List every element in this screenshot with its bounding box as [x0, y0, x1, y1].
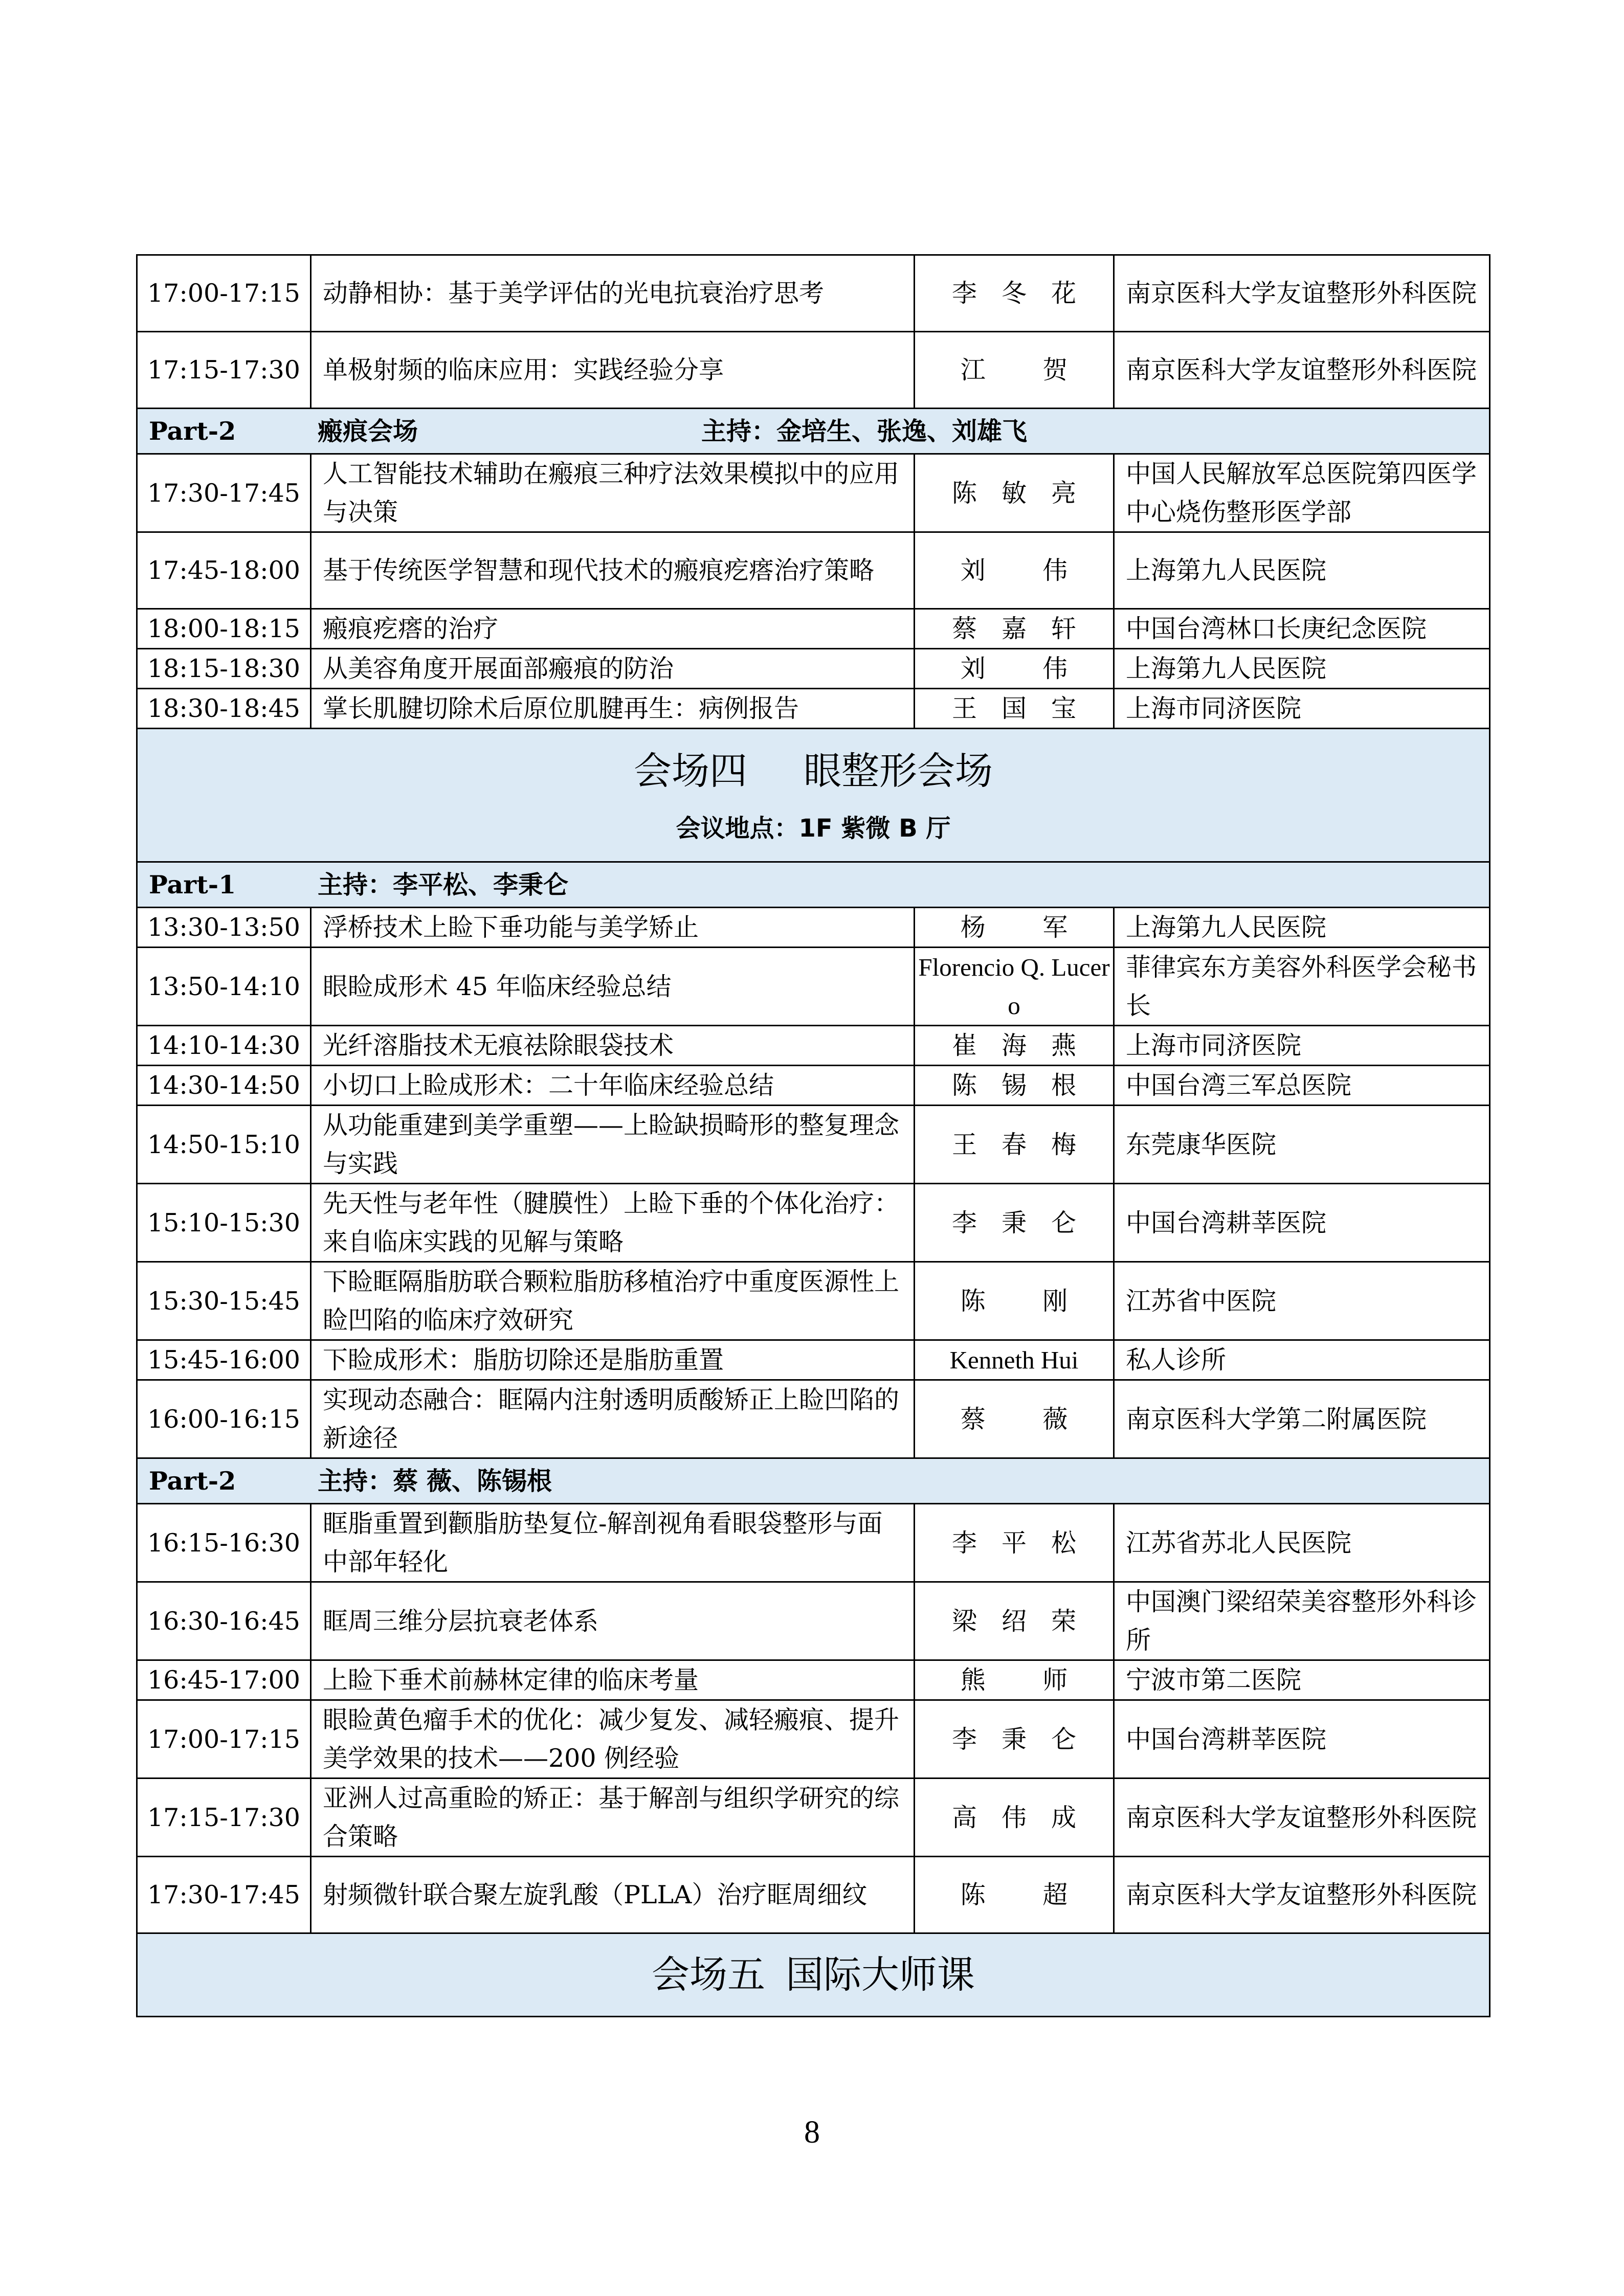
table-row [137, 255, 1490, 332]
session-topic: 人工智能技术辅助在瘢痕三种疗法效果模拟中的应用与决策 [311, 454, 915, 532]
session-org: 宁波市第二医院 [1114, 1660, 1490, 1700]
session-time: 13:30-13:50 [137, 908, 311, 948]
session-topic: 小切口上睑成形术：二十年临床经验总结 [311, 1066, 915, 1106]
table-row [137, 1184, 1490, 1262]
schedule-table [136, 254, 1490, 2017]
speaker-name: 王春梅 [951, 1130, 1101, 1159]
speaker-name: 崔海燕 [951, 1031, 1101, 1060]
session-topic: 眼睑成形术 45 年临床经验总结 [311, 948, 915, 1026]
session-speaker [915, 1582, 1114, 1660]
session-speaker: Florencio Q. Lucero [915, 948, 1114, 1026]
table-row [137, 1582, 1490, 1660]
session-topic: 眶周三维分层抗衰老体系 [311, 1582, 915, 1660]
speaker-name: 熊 师 [960, 1665, 1093, 1695]
venue-header [137, 1933, 1490, 2017]
session-topic: 实现动态融合：眶隔内注射透明质酸矫正上睑凹陷的新途径 [311, 1380, 915, 1458]
table-row [137, 908, 1490, 948]
venue-title-number: 会场四 [634, 749, 747, 793]
venue-title-number: 会场五 [652, 1953, 765, 1997]
table-row [137, 948, 1490, 1026]
session-time: 13:50-14:10 [137, 948, 311, 1026]
venue-title [149, 1934, 1478, 2016]
session-speaker [915, 1700, 1114, 1779]
session-org: 江苏省苏北人民医院 [1114, 1504, 1490, 1582]
session-speaker [915, 1184, 1114, 1262]
session-time: 17:15-17:30 [137, 1779, 311, 1857]
part-label: Part-1 [149, 869, 236, 899]
session-topic: 眼睑黄色瘤手术的优化：减少复发、减轻瘢痕、提升美学效果的技术——200 例经验 [311, 1700, 915, 1779]
part-header [137, 409, 1490, 454]
session-org: 南京医科大学第二附属医院 [1114, 1380, 1490, 1458]
table-row [137, 454, 1490, 532]
session-topic: 下睑成形术：脂肪切除还是脂肪重置 [311, 1340, 915, 1380]
session-topic: 从功能重建到美学重塑——上睑缺损畸形的整复理念与实践 [311, 1106, 915, 1184]
session-org: 中国台湾耕莘医院 [1114, 1700, 1490, 1779]
table-row [137, 1504, 1490, 1582]
speaker-name: 江 贺 [960, 355, 1093, 385]
part-chair: 主持：李平松、李秉仑 [318, 869, 569, 899]
session-topic: 浮桥技术上睑下垂功能与美学矫止 [311, 908, 915, 948]
table-row [137, 332, 1490, 409]
venue-location: 会议地点：1F 紫微 B 厅 [676, 814, 951, 843]
part-chair: 主持：蔡 薇、陈锡根 [318, 1466, 552, 1496]
table-row [137, 1779, 1490, 1857]
session-speaker [915, 255, 1114, 332]
session-time: 14:10-14:30 [137, 1026, 311, 1066]
session-speaker [915, 649, 1114, 689]
session-org: 上海市同济医院 [1114, 1026, 1490, 1066]
session-speaker [915, 908, 1114, 948]
table-row [137, 1660, 1490, 1700]
session-org: 江苏省中医院 [1114, 1262, 1490, 1340]
venue-header-row [137, 729, 1490, 862]
session-topic: 射频微针联合聚左旋乳酸（PLLA）治疗眶周细纹 [311, 1857, 915, 1933]
speaker-name: 李秉仑 [951, 1208, 1101, 1237]
session-org: 南京医科大学友谊整形外科医院 [1114, 332, 1490, 409]
table-row [137, 649, 1490, 689]
venue-header-row [137, 1933, 1490, 2017]
session-time: 17:30-17:45 [137, 454, 311, 532]
session-time: 15:10-15:30 [137, 1184, 311, 1262]
venue-title [149, 729, 1478, 813]
session-org: 菲律宾东方美容外科医学会秘书长 [1114, 948, 1490, 1026]
speaker-name: 梁绍荣 [951, 1606, 1101, 1636]
part-header-row [137, 409, 1490, 454]
session-time: 18:00-18:15 [137, 609, 311, 649]
session-org: 中国台湾林口长庚纪念医院 [1114, 609, 1490, 649]
session-org: 上海第九人民医院 [1114, 532, 1490, 609]
session-speaker [915, 1262, 1114, 1340]
venue-title-name: 国际大师课 [786, 1953, 975, 1997]
session-time: 18:15-18:30 [137, 649, 311, 689]
page-number: 8 [804, 2115, 820, 2150]
part-label: Part-2 [149, 416, 236, 446]
session-org: 中国人民解放军总医院第四医学中心烧伤整形医学部 [1114, 454, 1490, 532]
speaker-name: 王国宝 [951, 694, 1101, 723]
table-row [137, 689, 1490, 729]
session-speaker [915, 454, 1114, 532]
session-topic: 先天性与老年性（腱膜性）上睑下垂的个体化治疗：来自临床实践的见解与策略 [311, 1184, 915, 1262]
table-row [137, 1066, 1490, 1106]
session-org: 上海第九人民医院 [1114, 649, 1490, 689]
session-time: 15:45-16:00 [137, 1340, 311, 1380]
part-header-row [137, 1458, 1490, 1504]
session-time: 17:15-17:30 [137, 332, 311, 409]
speaker-name: 李秉仑 [951, 1724, 1101, 1754]
session-time: 16:15-16:30 [137, 1504, 311, 1582]
speaker-name: 李平松 [951, 1528, 1101, 1558]
session-time: 17:30-17:45 [137, 1857, 311, 1933]
session-speaker [915, 609, 1114, 649]
session-topic: 掌长肌腱切除术后原位肌腱再生：病例报告 [311, 689, 915, 729]
session-topic: 光纤溶脂技术无痕祛除眼袋技术 [311, 1026, 915, 1066]
part-chair: 主持：金培生、张逸、刘雄飞 [701, 416, 1028, 446]
part-header-row [137, 862, 1490, 908]
part-label: Part-2 [149, 1466, 236, 1496]
session-org: 上海第九人民医院 [1114, 908, 1490, 948]
session-topic: 亚洲人过高重睑的矫正：基于解剖与组织学研究的综合策略 [311, 1779, 915, 1857]
session-org: 南京医科大学友谊整形外科医院 [1114, 1779, 1490, 1857]
schedule-body [137, 255, 1490, 2017]
table-row [137, 1340, 1490, 1380]
session-time: 17:45-18:00 [137, 532, 311, 609]
session-time: 17:00-17:15 [137, 255, 311, 332]
speaker-name: 杨 军 [960, 913, 1093, 942]
session-time: 14:30-14:50 [137, 1066, 311, 1106]
table-row [137, 1026, 1490, 1066]
session-topic: 基于传统医学智慧和现代技术的瘢痕疙瘩治疗策略 [311, 532, 915, 609]
session-speaker [915, 1504, 1114, 1582]
table-row [137, 1262, 1490, 1340]
session-time: 16:30-16:45 [137, 1582, 311, 1660]
table-row [137, 1380, 1490, 1458]
session-topic: 眶脂重置到颧脂肪垫复位-解剖视角看眼袋整形与面中部年轻化 [311, 1504, 915, 1582]
session-speaker [915, 1857, 1114, 1933]
table-row [137, 1857, 1490, 1933]
session-speaker: Kenneth Hui [915, 1340, 1114, 1380]
session-time: 17:00-17:15 [137, 1700, 311, 1779]
session-topic: 从美容角度开展面部瘢痕的防治 [311, 649, 915, 689]
table-row [137, 1700, 1490, 1779]
session-speaker [915, 1066, 1114, 1106]
speaker-name: 高伟成 [951, 1803, 1101, 1832]
part-venue: 瘢痕会场 [318, 416, 418, 446]
session-speaker [915, 689, 1114, 729]
speaker-name: 李冬花 [951, 279, 1101, 308]
table-row [137, 532, 1490, 609]
session-org: 私人诊所 [1114, 1340, 1490, 1380]
session-speaker [915, 1779, 1114, 1857]
session-time: 16:45-17:00 [137, 1660, 311, 1700]
session-org: 南京医科大学友谊整形外科医院 [1114, 1857, 1490, 1933]
speaker-name: 蔡 薇 [960, 1404, 1093, 1434]
session-speaker [915, 1380, 1114, 1458]
speaker-name: 蔡嘉轩 [951, 614, 1101, 643]
session-topic: 上睑下垂术前赫林定律的临床考量 [311, 1660, 915, 1700]
speaker-name: 陈 刚 [960, 1286, 1093, 1316]
session-speaker [915, 1026, 1114, 1066]
session-speaker [915, 1106, 1114, 1184]
session-time: 14:50-15:10 [137, 1106, 311, 1184]
session-org: 南京医科大学友谊整形外科医院 [1114, 255, 1490, 332]
table-row [137, 609, 1490, 649]
session-topic: 动静相协：基于美学评估的光电抗衰治疗思考 [311, 255, 915, 332]
speaker-name: 陈锡根 [951, 1071, 1101, 1100]
session-speaker [915, 532, 1114, 609]
speaker-name: 陈 超 [960, 1880, 1093, 1909]
speaker-name: 刘 伟 [960, 654, 1093, 683]
session-org: 中国台湾耕莘医院 [1114, 1184, 1490, 1262]
session-time: 15:30-15:45 [137, 1262, 311, 1340]
session-org: 中国澳门梁绍荣美容整形外科诊所 [1114, 1582, 1490, 1660]
session-org: 中国台湾三军总医院 [1114, 1066, 1490, 1106]
session-topic: 单极射频的临床应用：实践经验分享 [311, 332, 915, 409]
session-speaker [915, 332, 1114, 409]
session-org: 上海市同济医院 [1114, 689, 1490, 729]
part-header [137, 862, 1490, 908]
table-row [137, 1106, 1490, 1184]
session-speaker [915, 1660, 1114, 1700]
venue-title-name: 眼整形会场 [804, 749, 993, 793]
session-topic: 下睑眶隔脂肪联合颗粒脂肪移植治疗中重度医源性上睑凹陷的临床疗效研究 [311, 1262, 915, 1340]
speaker-name: 陈敏亮 [951, 478, 1101, 508]
part-header [137, 1458, 1490, 1504]
session-time: 16:00-16:15 [137, 1380, 311, 1458]
venue-header [137, 729, 1490, 862]
session-topic: 瘢痕疙瘩的治疗 [311, 609, 915, 649]
speaker-name: 刘 伟 [960, 556, 1093, 585]
session-time: 18:30-18:45 [137, 689, 311, 729]
session-org: 东莞康华医院 [1114, 1106, 1490, 1184]
